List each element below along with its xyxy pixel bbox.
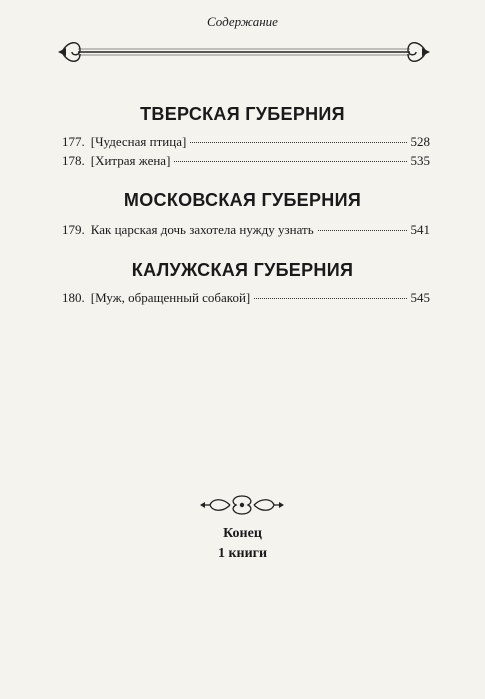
end-label: Конец <box>223 526 262 541</box>
running-head: Содержание <box>207 14 278 29</box>
dot-leader <box>190 142 406 143</box>
end-book-label: 1 книги <box>217 546 268 561</box>
entry-title: [Чудесная птица] <box>90 134 187 149</box>
entry-page: 528 <box>410 134 430 149</box>
fleuron-ornament-icon <box>200 492 284 518</box>
ornamental-divider-icon <box>58 36 430 68</box>
toc-entry[interactable] <box>62 153 430 171</box>
entry-number: 179. <box>62 222 85 237</box>
toc-entry[interactable] <box>62 134 430 152</box>
entry-number: 177. <box>62 134 85 149</box>
entry-number: 178. <box>62 153 85 168</box>
entry-page: 545 <box>410 290 430 305</box>
entry-title: [Муж, обращенный собакой] <box>90 290 251 305</box>
entry-page: 541 <box>410 222 430 237</box>
section-title-moscow: МОСКОВСКАЯ ГУБЕРНИЯ <box>123 190 362 210</box>
entry-page: 535 <box>410 153 430 168</box>
dot-leader <box>318 230 407 231</box>
dot-leader <box>174 161 406 162</box>
entry-number: 180. <box>62 290 85 305</box>
toc-entry[interactable] <box>62 290 430 308</box>
section-title-kaluga: КАЛУЖСКАЯ ГУБЕРНИЯ <box>131 260 354 280</box>
entry-title: Как царская дочь захотела нужду узнать <box>90 222 314 237</box>
section-title-tver: ТВЕРСКАЯ ГУБЕРНИЯ <box>140 104 345 124</box>
toc-entry[interactable] <box>62 222 430 240</box>
entry-title: [Хитрая жена] <box>90 153 171 168</box>
dot-leader <box>254 298 406 299</box>
